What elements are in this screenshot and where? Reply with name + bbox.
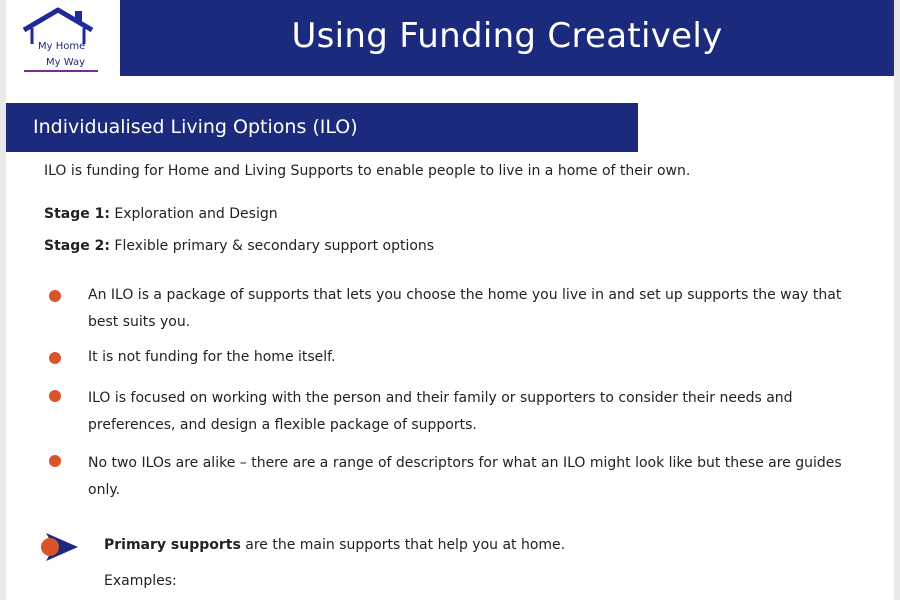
bullet-dot-icon — [49, 455, 61, 467]
house-icon — [18, 6, 108, 46]
primary-supports-desc: are the main supports that help you at home. — [240, 537, 566, 553]
section-heading: Individualised Living Options (ILO) — [33, 116, 358, 138]
logo-text-line2: My Way — [46, 57, 86, 68]
arrow-bullet-icon — [40, 531, 80, 563]
title-banner — [120, 0, 894, 76]
stage-2-text: Flexible primary & secondary support options — [109, 238, 435, 254]
stage-2-line — [44, 238, 434, 254]
bullet-item-2: It is not funding for the home itself. — [88, 349, 336, 365]
logo-underline — [24, 70, 98, 72]
stage-2-label: Stage 2: — [44, 238, 110, 254]
primary-supports-line — [104, 537, 565, 553]
document-page — [6, 0, 894, 600]
bullet-item-3: ILO is focused on working with the person and their family or supporters to consider their needs and preferences, and design a flexible package of supports. — [88, 390, 793, 433]
stage-1-text: Exploration and Design — [109, 206, 278, 222]
examples-label: Examples: — [104, 573, 177, 589]
intro-paragraph: ILO is funding for Home and Living Supports to enable people to live in a home of their own. — [44, 163, 691, 179]
logo — [6, 0, 118, 78]
bullet-dot-icon — [49, 290, 61, 302]
primary-supports-term: Primary supports — [104, 537, 241, 553]
logo-text-line1: My Home — [38, 41, 86, 52]
bullet-item-4: No two ILOs are alike – there are a range of descriptors for what an ILO might look like but these are guides only. — [88, 455, 842, 498]
bullet-item-1: An ILO is a package of supports that lets you choose the home you live in and set up supports the way that best suits you. — [88, 287, 842, 330]
bullet-dot-icon — [49, 352, 61, 364]
stage-1-line — [44, 206, 278, 222]
section-heading-banner — [6, 103, 638, 152]
page-title: Using Funding Creatively — [291, 16, 723, 56]
bullet-dot-icon — [49, 390, 61, 402]
stage-1-label: Stage 1: — [44, 206, 110, 222]
